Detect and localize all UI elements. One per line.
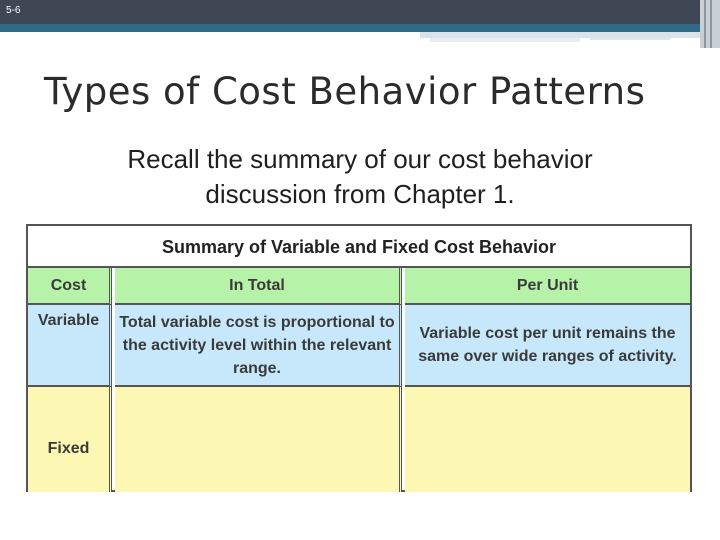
header-in-total: In Total [115, 268, 402, 305]
header-cost: Cost [28, 268, 112, 305]
summary-table [26, 224, 692, 492]
slide-subtitle: Recall the summary of our cost behavior discussion from Chapter 1. [127, 144, 593, 209]
deco-line-3 [430, 38, 580, 42]
slide-number: 5-6 [6, 5, 21, 16]
summary-table-title: Summary of Variable and Fixed Cost Behavior [28, 226, 690, 268]
top-banner [0, 0, 720, 24]
corner-decoration [700, 0, 720, 48]
row-fixed-per-unit [405, 387, 690, 492]
deco-line-4 [590, 38, 670, 40]
slide-title: Types of Cost Behavior Patterns [44, 70, 646, 113]
decorative-strip [0, 24, 720, 48]
row-variable-per-unit: Variable cost per unit remains the same over wide ranges of activity. [405, 305, 690, 387]
deco-line-1 [0, 24, 700, 32]
row-variable-in-total: Total variable cost is proportional to the activity level within the relevant range. [115, 305, 402, 387]
header-per-unit: Per Unit [405, 268, 690, 305]
row-fixed-in-total [115, 387, 402, 492]
row-fixed-label: Fixed [28, 387, 112, 492]
row-variable-label: Variable [28, 305, 112, 387]
